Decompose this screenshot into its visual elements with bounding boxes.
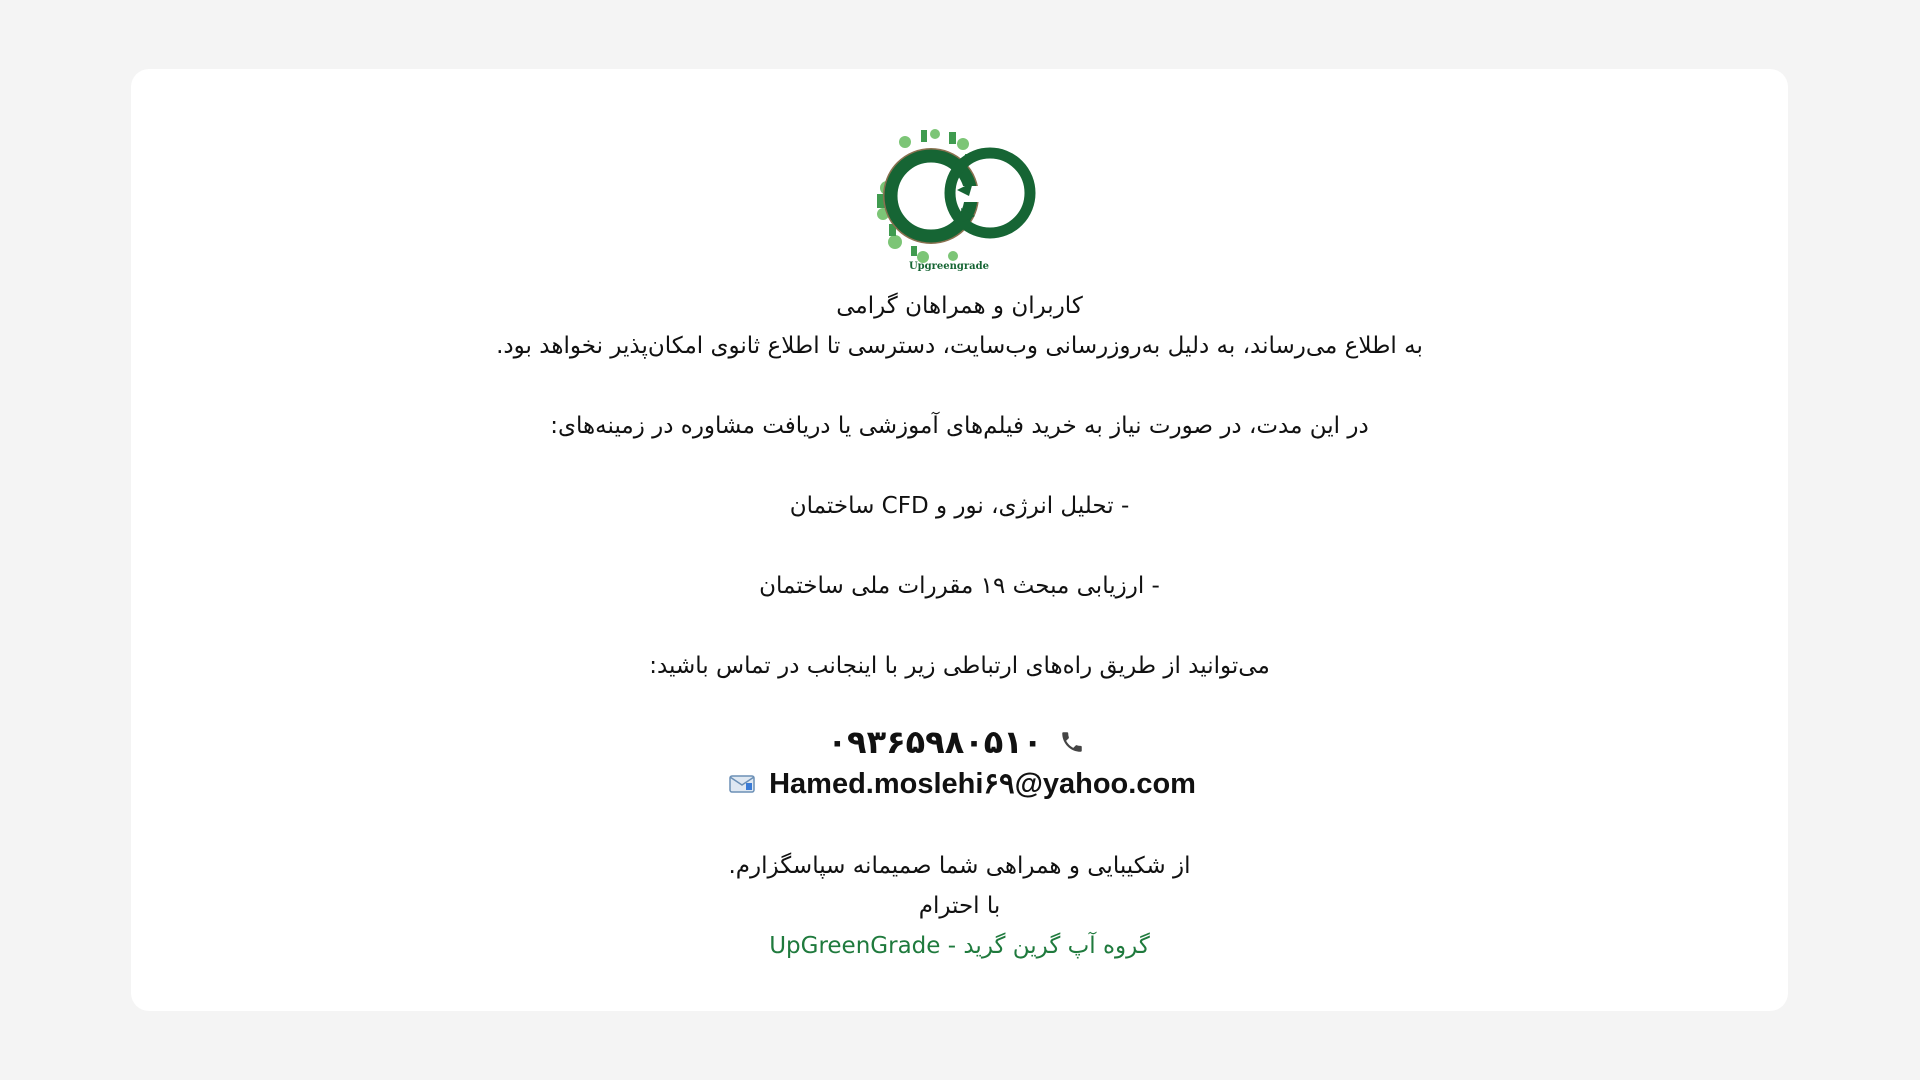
service-item-2: - ارزیابی مبحث ۱۹ مقررات ملی ساختمان bbox=[759, 573, 1160, 599]
contact-intro: می‌توانید از طریق راه‌های ارتباطی زیر با اینجانب در تماس باشید: bbox=[649, 653, 1270, 679]
envelope-icon bbox=[729, 769, 755, 802]
upgreengrade-logo bbox=[865, 124, 1045, 272]
signature-link[interactable]: گروه آپ گرین گرید - UpGreenGrade bbox=[769, 933, 1150, 959]
email-row bbox=[131, 766, 1788, 802]
service-item-1: - تحلیل انرژی، نور و CFD ساختمان bbox=[789, 493, 1130, 519]
phone-icon bbox=[1059, 725, 1085, 763]
intro-text: در این مدت، در صورت نیاز به خرید فیلم‌های آموزشی یا دریافت مشاوره در زمینه‌های: bbox=[550, 413, 1369, 439]
regards-text: با احترام bbox=[918, 893, 1001, 919]
logo-text: Upgreengrade bbox=[908, 261, 990, 272]
greeting: کاربران و همراهان گرامی bbox=[836, 293, 1083, 319]
upgreengrade-logo-icon bbox=[865, 124, 1045, 272]
phone-row bbox=[131, 723, 1788, 763]
email-address[interactable]: Hamed.moslehi۶۹@yahoo.com bbox=[769, 768, 1196, 800]
thanks-text: از شکیبایی و همراهی شما صمیمانه سپاسگزارم. bbox=[728, 853, 1191, 879]
notice-text: به اطلاع می‌رساند، به دلیل به‌روزرسانی وب‌سایت، دسترسی تا اطلاع ثانوی امکان‌پذیر نخواهد بود. bbox=[496, 333, 1423, 359]
phone-number[interactable]: ۰۹۳۶۵۹۸۰۵۱۰ bbox=[827, 723, 1043, 761]
